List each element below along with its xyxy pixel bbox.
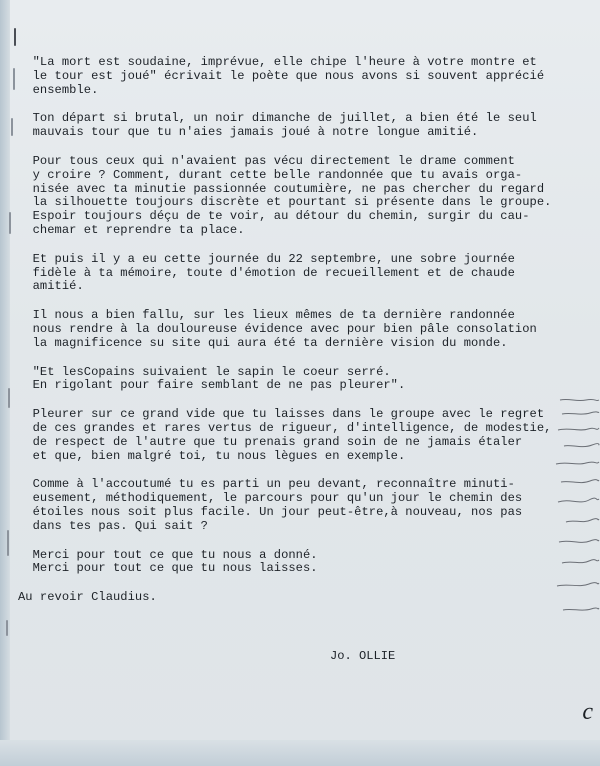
letter-paragraph (18, 155, 584, 238)
letter-line: étoiles nous soit plus facile. Un jour peut-être,à nouveau, nos pas (18, 504, 523, 519)
signature: Jo. OLLIE (330, 649, 396, 663)
letter-line: dans tes pas. Qui sait ? (18, 518, 208, 533)
letter-line: "Et lesCopains suivaient le sapin le coeur serré. (18, 364, 391, 379)
letter-line: mauvais tour que tu n'aies jamais joué à notre longue amitié. (18, 125, 479, 140)
letter-line: Espoir toujours déçu de te voir, au détour du chemin, surgir du cau- (18, 209, 530, 224)
letter-paragraph (18, 408, 584, 463)
letter-line: Comme à l'accoutumé tu es parti un peu devant, reconnaître minuti- (18, 477, 515, 492)
letter-line: Il nous a bien fallu, sur les lieux mêmes de ta dernière randonnée (18, 308, 515, 323)
letter-paragraph (18, 112, 584, 140)
letter-body (18, 56, 584, 625)
corner-handwriting-icon: c (582, 699, 593, 725)
letter-line: y croire ? Comment, durant cette belle randonnée que tu avais orga- (18, 167, 523, 182)
letter-line: la magnificence su site qui aura été ta dernière vision du monde. (18, 335, 508, 350)
margin-mark (13, 68, 15, 90)
letter-line: le tour est joué" écrivait le poète que nous avons si souvent apprécié (18, 68, 545, 83)
letter-line: ensemble. (18, 82, 99, 97)
margin-mark (8, 388, 10, 408)
letter-paragraph (18, 478, 584, 533)
letter-paragraph (18, 549, 584, 577)
letter-line: eusement, méthodiquement, le parcours pour qu'un jour le chemin des (18, 491, 523, 506)
letter-line: Merci pour tout ce que tu nous laisses. (18, 561, 318, 576)
letter-line: la silhouette toujours discrète et pourtant si présente dans le groupe. (18, 195, 552, 210)
page-left-edge (0, 0, 10, 766)
letter-line: Ton départ si brutal, un noir dimanche de juillet, a bien été le seul (18, 111, 537, 126)
letter-line: Pleurer sur ce grand vide que tu laisses dans le groupe avec le regret (18, 407, 545, 422)
letter-line: de respect de l'autre que tu prenais grand soin de ne jamais étaler (18, 434, 523, 449)
letter-line: fidèle à ta mémoire, toute d'émotion de recueillement et de chaude (18, 265, 515, 280)
letter-line: Merci pour tout ce que tu nous a donné. (18, 547, 318, 562)
top-margin-mark (14, 28, 16, 46)
letter-paragraph (18, 309, 584, 350)
letter-paragraph (18, 56, 584, 97)
letter-line: et que, bien malgré toi, tu nous lègues en exemple. (18, 448, 406, 463)
letter-line: de ces grandes et rares vertus de rigueur, d'intelligence, de modestie, (18, 420, 552, 435)
letter-line: Et puis il y a eu cette journée du 22 septembre, une sobre journée (18, 251, 515, 266)
margin-mark (11, 118, 13, 136)
margin-mark (6, 620, 8, 636)
letter-line: amitié. (18, 279, 84, 294)
letter-line: Pour tous ceux qui n'avaient pas vécu directement le drame comment (18, 153, 515, 168)
letter-line: chemar et reprendre ta place. (18, 222, 245, 237)
page-bottom-edge (0, 740, 600, 766)
letter-line: En rigolant pour faire semblant de ne pas pleurer". (18, 378, 406, 393)
margin-mark (9, 212, 11, 234)
farewell-line (18, 591, 584, 605)
margin-mark (7, 530, 9, 556)
letter-line: "La mort est soudaine, imprévue, elle chipe l'heure à votre montre et (18, 55, 537, 69)
letter-paragraph (18, 253, 584, 294)
letter-line: nisée avec ta minutie passionnée coutumière, ne pas chercher du regard (18, 181, 545, 196)
letter-paragraph (18, 366, 584, 394)
farewell-text: Au revoir Claudius. (18, 590, 157, 605)
letter-line: nous rendre à la douloureuse évidence avec pour bien pâle consolation (18, 321, 537, 336)
